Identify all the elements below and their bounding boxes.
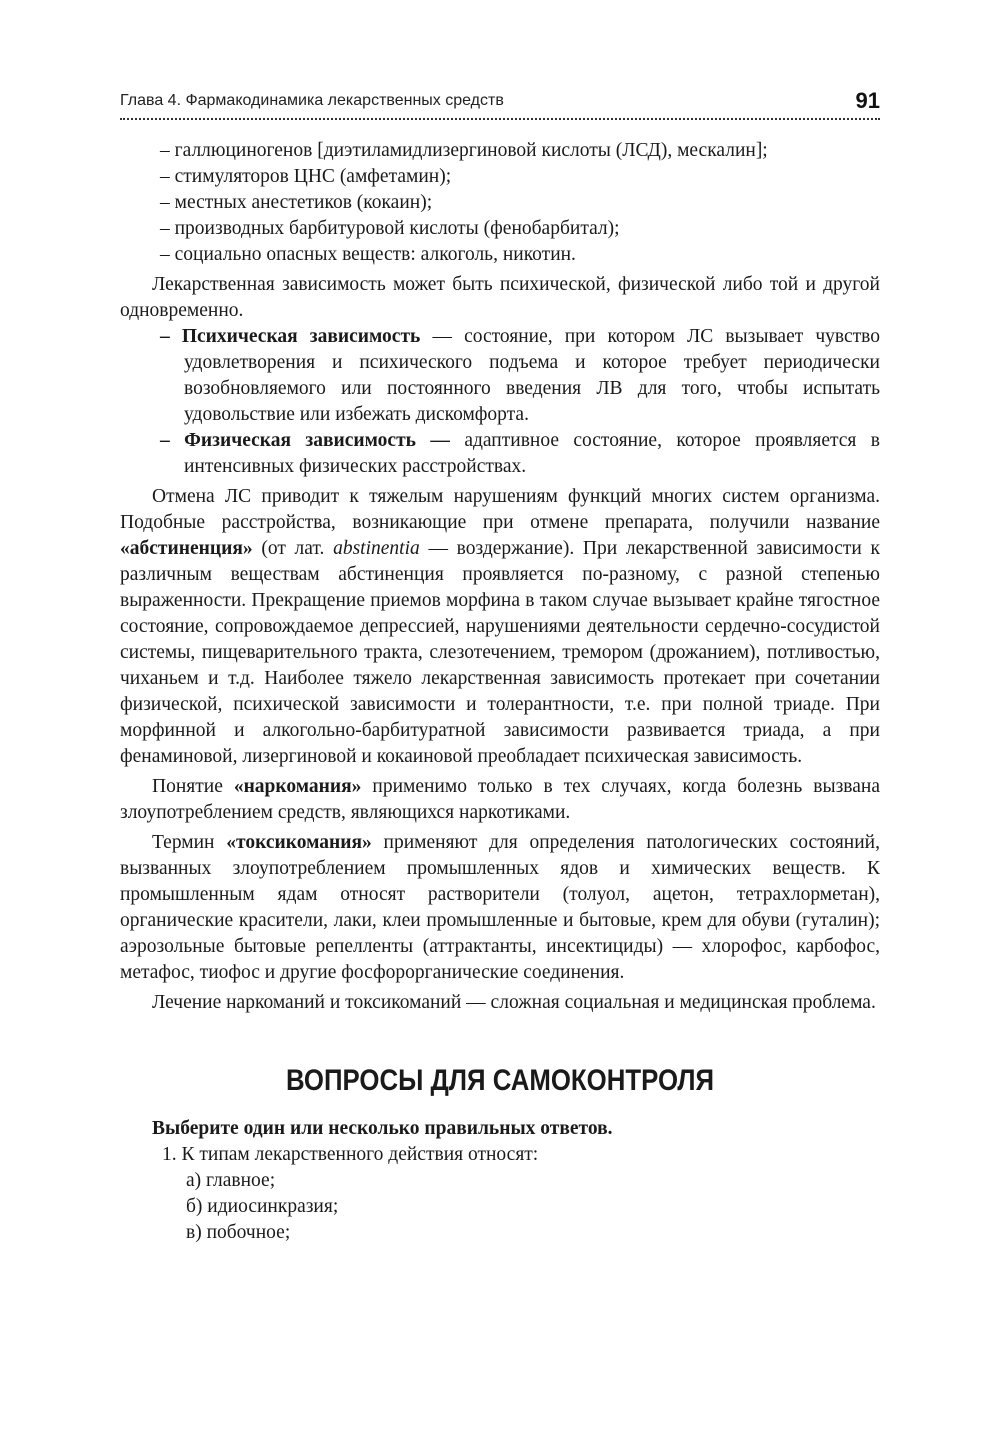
page-body	[120, 138, 880, 1246]
quiz-question: 1. К типам лекарственного действия относят:	[162, 1144, 539, 1165]
text-run: Отмена ЛС приводит к тяжелым нарушениям функций многих систем организма. Подобные расстройства, возникающие при отмене препарата, получили название	[120, 486, 880, 533]
answer-option: в) побочное;	[186, 1222, 291, 1243]
text-run: применимо только в тех случаях, когда болезнь вызвана злоупотреблением средств, являющихся наркотиками.	[120, 776, 880, 823]
term-toxicomania: «токсикомания»	[226, 832, 372, 853]
section-heading: ВОПРОСЫ ДЛЯ САМОКОНТРОЛЯ	[285, 1064, 715, 1097]
text-run: применяют для определения патологических состояний, вызванных злоупотреблением промышленных ядов и химических веществ. К промышленным ядам относят растворители (толуол, ацетон, тетрахлорметан), органические красители, лаки, клеи промышленные и бытовые, крем для обуви (гуталин); аэрозольные бытовые репелленты (аттрактанты, инсектициды) — хлорофос, карбофос, метафос, тиофос и другие фосфорорганические соединения.	[120, 832, 880, 983]
text-run: Термин	[152, 832, 227, 853]
running-header	[120, 88, 880, 120]
list-item: – социально опасных веществ: алкоголь, никотин.	[160, 244, 576, 265]
latin-term: abstinentia	[333, 538, 420, 559]
treatment-paragraph: Лечение наркоманий и токсикоманий — сложная социальная и медицинская проблема.	[152, 992, 876, 1013]
list-item: – производных барбитуровой кислоты (фенобарбитал);	[160, 218, 620, 239]
term-abstinence: «абстиненция»	[120, 538, 253, 559]
text-run: (от лат.	[252, 538, 334, 559]
definition-text: — состояние, при котором ЛС вызывает чувство удовлетворения и психического подъема и которое требует периодически возобновляемого или постоянного введения ЛВ для того, чтобы испытать удовольствие или избежать дискомфорта.	[184, 326, 880, 425]
text-run: Понятие	[152, 776, 234, 797]
term-narcomania: «наркомания»	[233, 776, 362, 797]
list-item: – галлюциногенов [диэтиламидлизергиновой кислоты (ЛСД), мескалин];	[160, 140, 768, 161]
definition-psychic	[160, 324, 880, 428]
list-item: – стимуляторов ЦНС (амфетамин);	[160, 166, 452, 187]
definition-physical	[160, 428, 880, 480]
dependence-intro: Лекарственная зависимость может быть психической, физической либо той и другой одновременно.	[120, 274, 880, 321]
answer-option: б) идиосинкразия;	[186, 1196, 339, 1217]
narcomania-paragraph	[120, 774, 880, 826]
abstinence-paragraph	[120, 484, 880, 770]
toxicomania-paragraph	[120, 830, 880, 986]
definition-term: – Физическая зависимость —	[160, 430, 450, 451]
text-run: — воздержание). При лекарственной зависимости к различным веществам абстиненция проявляется по-разному, с разной степенью выраженности. Прекращение приемов морфина в таком случае вызывает крайне тягостное состояние, сопровождаемое депрессией, нарушениями деятельности сердечно-сосудистой системы, пищеварительного тракта, слезотечением, тремором (дрожанием), потливостью, чиханьем и т.д. Наиболее тяжело лекарственная зависимость протекает при сочетании физической, психической зависимости и толерантности, т.е. при полной триаде. При морфинной и алкогольно-барбитуратной зависимости развивается триада, а при фенаминовой, лизергиновой и кокаиновой преобладает психическая зависимость.	[120, 538, 880, 767]
quiz-instruction: Выберите один или несколько правильных ответов.	[152, 1118, 613, 1139]
chapter-title: Глава 4. Фармакодинамика лекарственных средств	[120, 92, 504, 109]
page-number: 91	[855, 88, 880, 113]
answer-option: а) главное;	[186, 1170, 276, 1191]
definition-text: адаптивное состояние, которое проявляется в интенсивных физических расстройствах.	[184, 430, 881, 477]
definition-term: – Психическая зависимость	[160, 326, 421, 347]
list-item: – местных анестетиков (кокаин);	[160, 192, 433, 213]
